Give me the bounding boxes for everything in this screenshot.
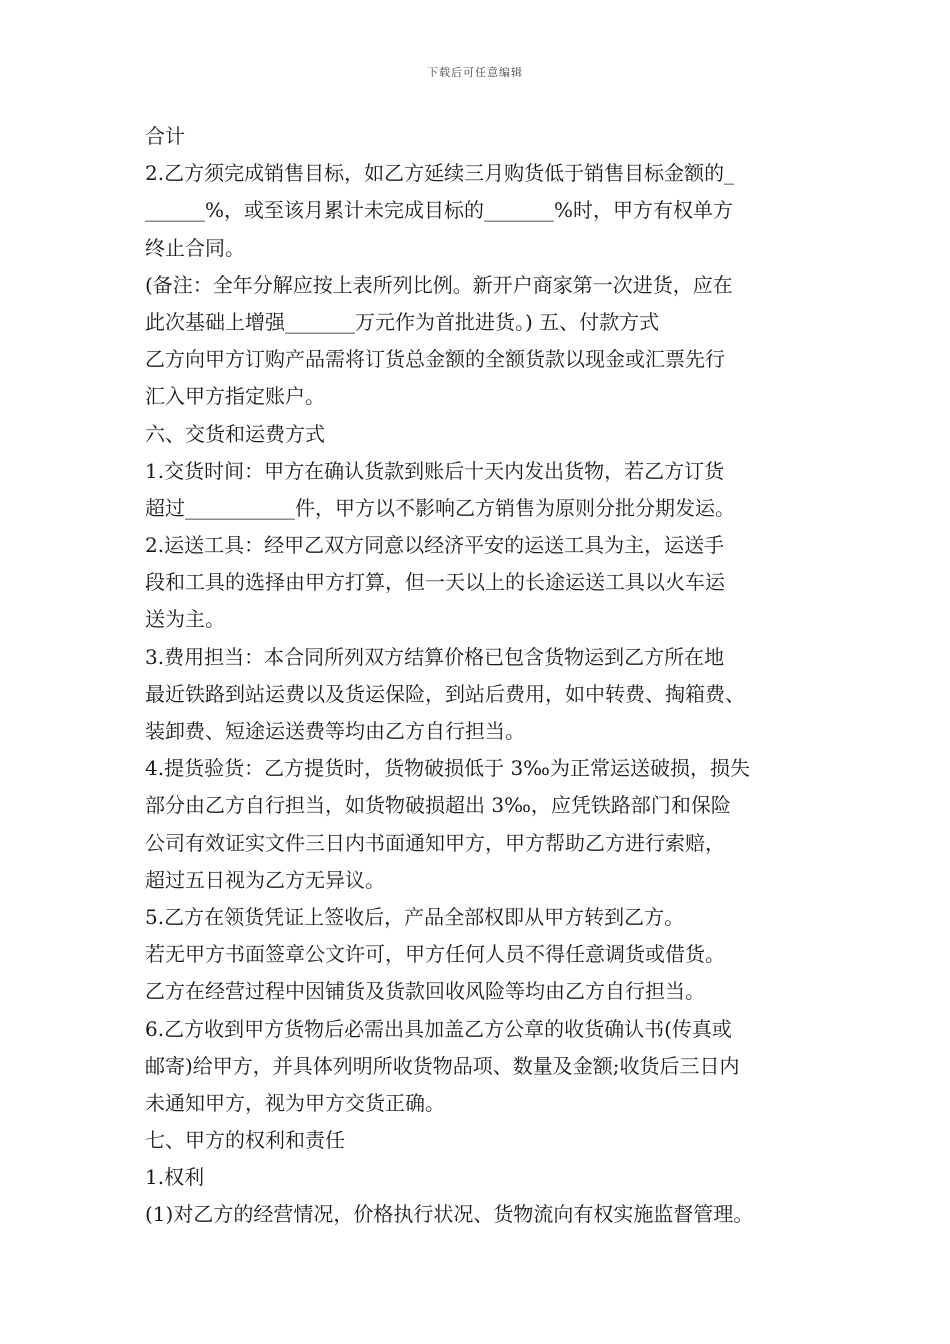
text-line: 装卸费、短途运送费等均由乙方自行担当。 xyxy=(145,719,525,743)
section-heading: 六、交货和运费方式 xyxy=(145,421,325,446)
text-line: 3.费用担当：本合同所列双方结算价格已包含货物运到乙方所在地 xyxy=(145,644,725,669)
text-line: 2.乙方须完成销售目标，如乙方延续三月购货低于销售目标金额的_ xyxy=(145,161,735,186)
text-line: 乙方向甲方订购产品需将订货总金额的全额货款以现金或汇票先行 xyxy=(145,347,725,372)
document-body xyxy=(145,118,815,1234)
text-line: 邮寄)给甲方，并具体列明所收货物品项、数量及金额;收货后三日内 xyxy=(145,1053,740,1078)
text-line: 5.乙方在领货凭证上签收后，产品全部权即从甲方转到乙方。 xyxy=(145,904,685,929)
text-line: 超过___________件，甲方以不影响乙方销售为原则分批分期发运。 xyxy=(145,495,735,520)
text-line: 公司有效证实文件三日内书面通知甲方，甲方帮助乙方进行索赔， xyxy=(145,830,725,855)
text-line: ______%，或至该月累计未完成目标的_______%时，甲方有权单方 xyxy=(145,198,734,223)
text-line: 若无甲方书面签章公文许可，甲方任何人员不得任意调货或借货。 xyxy=(145,942,725,967)
text-line: 此次基础上增强_______万元作为首批进货。) 五、付款方式 xyxy=(145,309,660,334)
text-line: 送为主。 xyxy=(145,607,225,632)
text-line: (1)对乙方的经营情况，价格执行状况、货物流向有权实施监督管理。 xyxy=(145,1202,754,1227)
text-line: 段和工具的选择由甲方打算，但一天以上的长途运送工具以火车运 xyxy=(145,570,725,595)
text-line: 汇入甲方指定账户。 xyxy=(145,384,325,409)
text-line: 6.乙方收到甲方货物后必需出具加盖乙方公章的收货确认书(传真或 xyxy=(145,1016,732,1041)
section-heading: 七、甲方的权利和责任 xyxy=(145,1128,345,1153)
text-line: 终止合同。 xyxy=(145,235,245,260)
text-line: 4.提货验货：乙方提货时，货物破损低于 3‰为正常运送破损，损失 xyxy=(145,756,750,781)
text-line: (备注：全年分解应按上表所列比例。新开户商家第一次进货，应在 xyxy=(145,272,733,297)
subsection-heading: 1.权利 xyxy=(145,1165,205,1190)
text-line: 未通知甲方，视为甲方交货正确。 xyxy=(145,1090,445,1115)
text-line: 2.运送工具：经甲乙双方同意以经济平安的运送工具为主，运送手 xyxy=(145,533,725,558)
text-line: 最近铁路到站运费以及货运保险，到站后费用，如中转费、掏箱费、 xyxy=(145,681,745,706)
text-line: 合计 xyxy=(145,124,185,148)
text-line: 乙方在经营过程中因铺货及货款回收风险等均由乙方自行担当。 xyxy=(145,979,705,1004)
text-line: 超过五日视为乙方无异议。 xyxy=(145,867,385,892)
page-header: 下载后可任意编辑 xyxy=(427,66,523,79)
text-line: 1.交货时间：甲方在确认货款到账后十天内发出货物，若乙方订货 xyxy=(145,458,725,483)
text-line: 部分由乙方自行担当，如货物破损超出 3‰，应凭铁路部门和保险 xyxy=(145,793,731,818)
